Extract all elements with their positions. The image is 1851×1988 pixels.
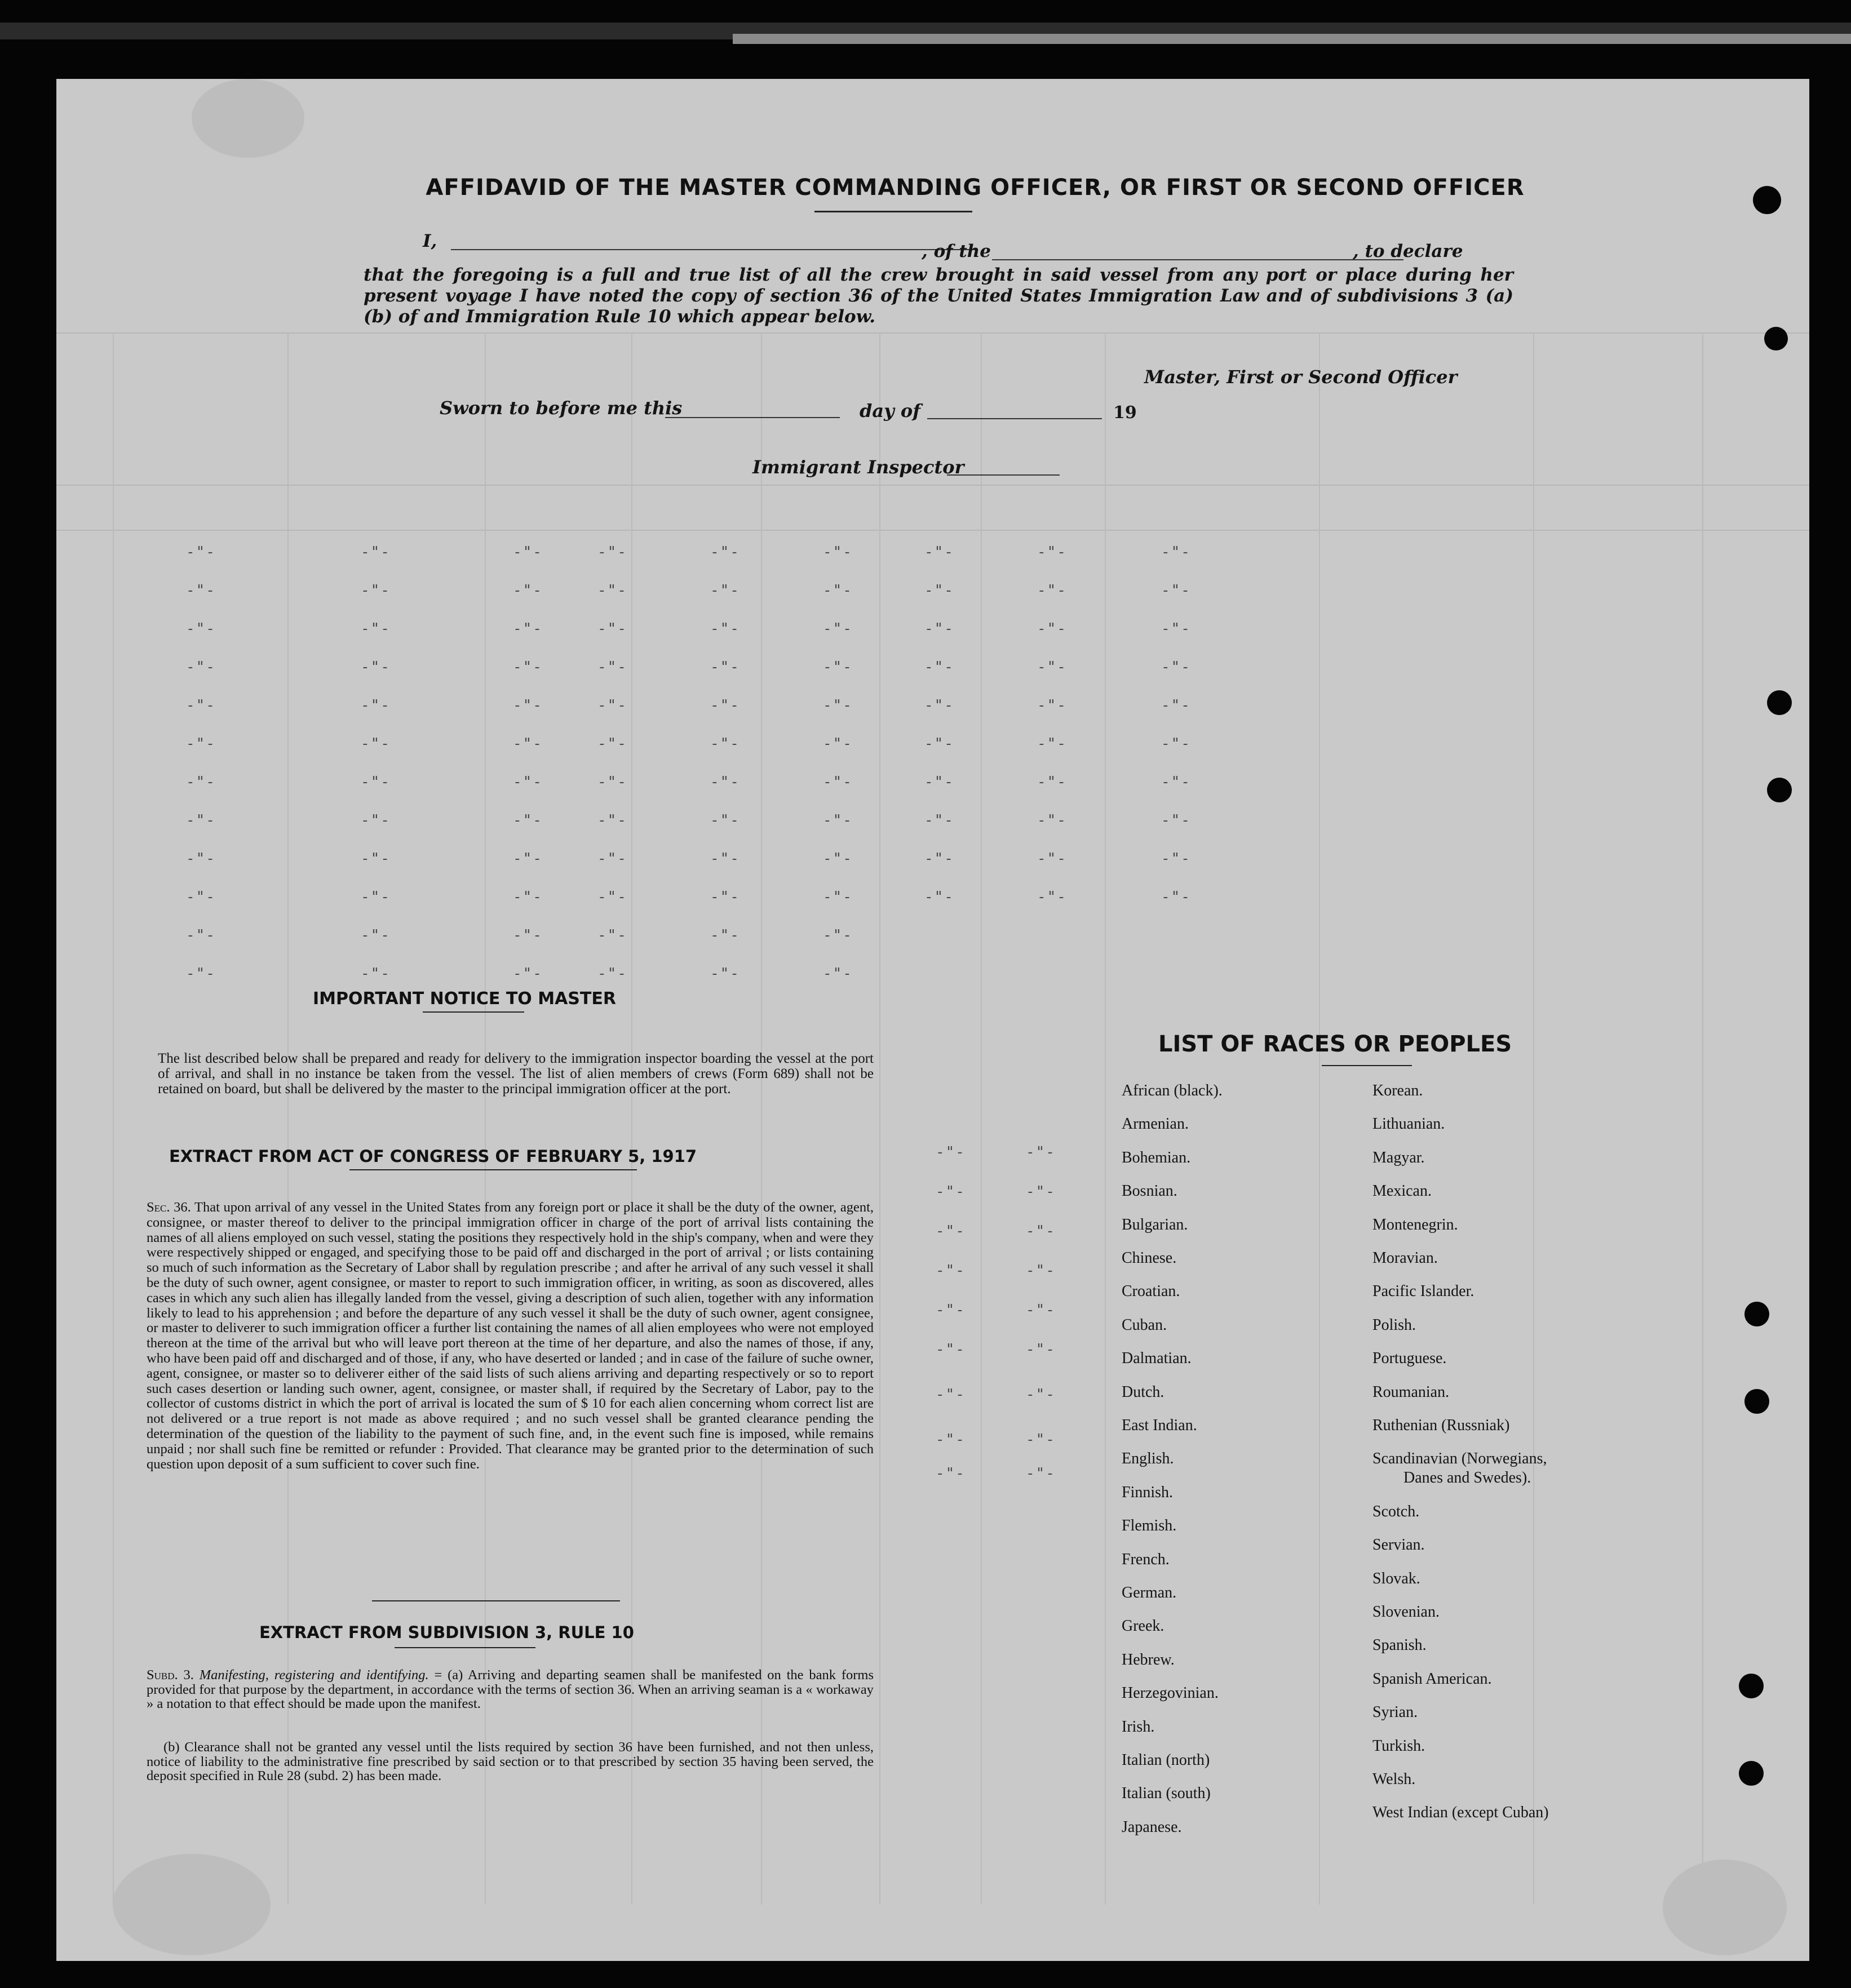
ditto-mark: -"-	[823, 735, 853, 752]
race-item: Greek.	[1122, 1617, 1164, 1635]
race-item: Mexican.	[1372, 1182, 1432, 1200]
ditto-mark: -"-	[1161, 582, 1191, 599]
ditto-mark: -"-	[597, 697, 627, 714]
ditto-mark: -"-	[361, 620, 391, 637]
act-body	[147, 1200, 874, 1472]
ditto-mark: -"-	[597, 735, 627, 752]
ditto-mark: -"-	[597, 659, 627, 676]
notice-heading: IMPORTANT NOTICE TO MASTER	[313, 989, 616, 1009]
race-item: Japanese.	[1122, 1818, 1182, 1836]
ditto-mark: -"-	[186, 620, 216, 637]
race-item: Slovak.	[1372, 1569, 1420, 1587]
ditto-mark: -"-	[1026, 1431, 1056, 1448]
ditto-mark: -"-	[361, 927, 391, 944]
ditto-mark: -"-	[823, 620, 853, 637]
notice-body: The list described below shall be prepared and ready for delivery to the immigration inspector boarding the vessel at the port of arrival, and shall in no instance be taken from the vessel. The list of alien members of crews (Form 689) shall not be retained on board, but shall be delivered by the master to the principal immigration officer at the port.	[158, 1051, 874, 1097]
master-signature-label: Master, First or Second Officer	[1144, 366, 1458, 388]
ditto-mark: -"-	[1037, 850, 1067, 867]
stain	[192, 79, 304, 158]
ditto-mark: -"-	[823, 544, 853, 561]
ditto-mark: -"-	[1026, 1341, 1056, 1358]
inspector-label: Immigrant Inspector	[752, 456, 964, 478]
rule-heading-rule	[395, 1647, 535, 1648]
race-item: Spanish American.	[1372, 1670, 1492, 1688]
year-label: 19	[1113, 403, 1137, 423]
ditto-mark: -"-	[186, 927, 216, 944]
act-sec-label: Sec. 36.	[147, 1200, 191, 1215]
act-text: That upon arrival of any vessel in the United States from any foreign port or place it shall be the duty of the owner, agent, consignee, or master thereof to deliver to the principal immigration officer in charge of the port of arrival lists containing the names of all aliens employed on such vessel, stating the positions they respectively hold in the ship's company, when and were they were respectively shipped or engaged, and specifying those to be paid off and discharged in the port of arrival ; or lists containing so much of such information as the Secretary of Labor shall by regulation prescribe ; and after he arrival of any such vessel it shall be the duty of such owner, agent consignee, or master to report to such immigration officer, in writing, as soon as discovered, alles cases in which any such alien has illegally landed from the vessel, giving a description of such alien, together with any information likely to lead to his apprehension ; and before the departure of any such vessel it shall be the duty of such owner, agent consignee, or master to deliverer to such immigration officer a further list containing the names of all alien employees who were not employed thereon at the time of the arrival but who will leave port thereon at the time of her departure, and also the names of those, if any, who have been paid off and discharged and of those, if any, who have deserted or landed ; and in case of the failure of suche owner, agent, consignee, or master so to deliverer either of the said lists of such aliens arriving and departing respectively or so to report such cases desertion or landing such owner, agent, consignee, or master shall, if required by the Secretary of Labor, pay to the collector of customs district in which the port of arrival is located the sum of $ 10 for each alien concerning whom correct list are not delivered or a true report is not made as above required ; and no such vessel shall be granted clearance pending the determination of the question of the liability to the payment of such fine, and, in the event such fine is imposed, while remains unpaid ; nor shall such fine be remitted or refunder : Provided. That clearance may be granted prior to the determination of such question upon deposit of a sum sufficient to cover such fine.	[147, 1200, 874, 1472]
ditto-mark: -"-	[361, 965, 391, 982]
ditto-mark: -"-	[1026, 1465, 1056, 1482]
ditto-mark: -"-	[186, 889, 216, 906]
ditto-mark: -"-	[936, 1431, 966, 1448]
ghost-column	[981, 332, 982, 1905]
ditto-mark: -"-	[823, 582, 853, 599]
ditto-mark: -"-	[361, 544, 391, 561]
ditto-mark: -"-	[1037, 697, 1067, 714]
ditto-mark: -"-	[1037, 582, 1067, 599]
ditto-mark: -"-	[1037, 735, 1067, 752]
ditto-mark: -"-	[513, 735, 543, 752]
ditto-mark: -"-	[186, 544, 216, 561]
ghost-rule	[56, 485, 1809, 486]
ditto-mark: -"-	[1161, 620, 1191, 637]
race-item: Finnish.	[1122, 1483, 1174, 1501]
ghost-column	[113, 332, 114, 1905]
ditto-mark: -"-	[924, 889, 954, 906]
ghost-column	[1105, 332, 1106, 1905]
punch-hole	[1744, 1389, 1769, 1414]
race-item: Welsh.	[1372, 1770, 1416, 1788]
ditto-mark: -"-	[924, 774, 954, 791]
ditto-mark: -"-	[361, 850, 391, 867]
inspector-field[interactable]	[947, 473, 1060, 476]
affidavit-title: AFFIDAVID OF THE MASTER COMMANDING OFFICER, OR FIRST OR SECOND OFFICER	[426, 175, 1525, 201]
race-item: Italian (north)	[1122, 1751, 1210, 1769]
ditto-mark: -"-	[710, 659, 740, 676]
ditto-mark: -"-	[1037, 659, 1067, 676]
punch-hole	[1739, 1674, 1764, 1698]
ditto-mark: -"-	[823, 927, 853, 944]
ditto-mark: -"-	[823, 850, 853, 867]
ditto-mark: -"-	[823, 965, 853, 982]
ditto-mark: -"-	[710, 544, 740, 561]
ditto-mark: -"-	[936, 1144, 966, 1161]
title-rule	[814, 211, 972, 212]
subd-title: Manifesting, registering and identifying.	[199, 1667, 429, 1683]
ditto-mark: -"-	[710, 812, 740, 829]
race-item: Croatian.	[1122, 1283, 1180, 1301]
race-item: Polish.	[1372, 1316, 1416, 1334]
punch-hole	[1767, 778, 1792, 802]
race-item: Magyar.	[1372, 1148, 1425, 1166]
race-item: Dalmatian.	[1122, 1350, 1192, 1368]
race-item: Portuguese.	[1372, 1350, 1447, 1368]
ditto-mark: -"-	[186, 659, 216, 676]
ditto-mark: -"-	[513, 965, 543, 982]
ditto-mark: -"-	[1161, 889, 1191, 906]
act-heading: EXTRACT FROM ACT OF CONGRESS OF FEBRUARY 5, 1917	[169, 1147, 697, 1166]
race-item: East Indian.	[1122, 1417, 1197, 1434]
ditto-mark: -"-	[936, 1341, 966, 1358]
ditto-mark: -"-	[710, 735, 740, 752]
race-item: West Indian (except Cuban)	[1372, 1804, 1549, 1822]
affidavit-of-the: , of the	[922, 241, 991, 261]
ditto-mark: -"-	[186, 735, 216, 752]
ditto-mark: -"-	[924, 812, 954, 829]
ghost-column	[1319, 332, 1320, 1905]
ditto-mark: -"-	[513, 659, 543, 676]
ditto-mark: -"-	[1161, 735, 1191, 752]
race-item: Ruthenian (Russniak)	[1372, 1417, 1510, 1434]
ditto-mark: -"-	[710, 582, 740, 599]
ditto-mark: -"-	[1161, 659, 1191, 676]
ditto-mark: -"-	[186, 697, 216, 714]
ditto-mark: -"-	[513, 889, 543, 906]
ditto-mark: -"-	[186, 965, 216, 982]
ditto-mark: -"-	[597, 850, 627, 867]
subd-label: Subd. 3.	[147, 1667, 194, 1683]
ghost-column	[879, 332, 880, 1905]
race-item: Spanish.	[1372, 1636, 1427, 1654]
race-item: Armenian.	[1122, 1115, 1189, 1133]
name-field[interactable]	[451, 248, 975, 250]
ditto-mark: -"-	[1161, 697, 1191, 714]
race-item: English.	[1122, 1450, 1174, 1468]
ditto-mark: -"-	[1026, 1302, 1056, 1319]
races-heading: LIST OF RACES OR PEOPLES	[1158, 1031, 1512, 1057]
ditto-mark: -"-	[186, 582, 216, 599]
ditto-mark: -"-	[513, 850, 543, 867]
ditto-mark: -"-	[597, 965, 627, 982]
ditto-mark: -"-	[924, 735, 954, 752]
race-item: Slovenian.	[1372, 1603, 1440, 1621]
ditto-mark: -"-	[1026, 1262, 1056, 1279]
act-end-rule	[372, 1600, 620, 1601]
race-item: Moravian.	[1372, 1249, 1438, 1267]
vessel-field[interactable]	[992, 258, 1403, 260]
ditto-mark: -"-	[1026, 1183, 1056, 1200]
ditto-mark: -"-	[1037, 544, 1067, 561]
ditto-mark: -"-	[710, 774, 740, 791]
ditto-mark: -"-	[513, 812, 543, 829]
race-item: Bohemian.	[1122, 1148, 1191, 1166]
rule-heading: EXTRACT FROM SUBDIVISION 3, RULE 10	[259, 1623, 634, 1642]
ditto-mark: -"-	[597, 582, 627, 599]
ditto-mark: -"-	[1026, 1386, 1056, 1403]
ditto-mark: -"-	[361, 889, 391, 906]
race-item: Flemish.	[1122, 1517, 1177, 1535]
ditto-mark: -"-	[936, 1386, 966, 1403]
ditto-mark: -"-	[936, 1183, 966, 1200]
race-item: Scotch.	[1372, 1502, 1420, 1520]
ditto-mark: -"-	[1037, 889, 1067, 906]
ditto-mark: -"-	[710, 965, 740, 982]
sworn-label: Sworn to before me this	[440, 397, 683, 419]
race-item: Danes and Swedes).	[1403, 1469, 1531, 1487]
ditto-mark: -"-	[1026, 1223, 1056, 1240]
ditto-mark: -"-	[361, 659, 391, 676]
race-item: Turkish.	[1372, 1737, 1425, 1755]
sworn-day-field[interactable]	[665, 416, 840, 418]
race-item: Scandinavian (Norwegians,	[1372, 1450, 1547, 1468]
ditto-mark: -"-	[1037, 774, 1067, 791]
race-item: African (black).	[1122, 1082, 1223, 1099]
punch-hole	[1744, 1302, 1769, 1326]
race-item: Italian (south)	[1122, 1785, 1211, 1803]
ditto-mark: -"-	[597, 812, 627, 829]
notice-rule	[423, 1011, 524, 1013]
ditto-mark: -"-	[823, 812, 853, 829]
ditto-mark: -"-	[361, 697, 391, 714]
ditto-mark: -"-	[924, 697, 954, 714]
ditto-mark: -"-	[924, 850, 954, 867]
stain	[1663, 1860, 1787, 1955]
ditto-mark: -"-	[1037, 620, 1067, 637]
ditto-mark: -"-	[710, 697, 740, 714]
race-item: Cuban.	[1122, 1316, 1167, 1334]
ditto-mark: -"-	[597, 620, 627, 637]
race-item: Lithuanian.	[1372, 1115, 1445, 1133]
month-field[interactable]	[927, 417, 1102, 419]
ghost-column	[1533, 332, 1534, 1905]
race-item: Korean.	[1372, 1082, 1423, 1099]
ghost-rule	[56, 332, 1809, 334]
race-item: Irish.	[1122, 1718, 1155, 1736]
ditto-mark: -"-	[361, 812, 391, 829]
punch-hole	[1753, 186, 1781, 214]
ditto-mark: -"-	[823, 697, 853, 714]
affidavit-i: I,	[423, 231, 437, 251]
race-item: Herzegovinian.	[1122, 1684, 1219, 1702]
race-item: French.	[1122, 1550, 1170, 1568]
ditto-mark: -"-	[936, 1465, 966, 1482]
race-item: Hebrew.	[1122, 1650, 1175, 1668]
ditto-mark: -"-	[936, 1223, 966, 1240]
races-rule	[1322, 1065, 1412, 1066]
ditto-mark: -"-	[513, 620, 543, 637]
ditto-mark: -"-	[710, 620, 740, 637]
race-item: Dutch.	[1122, 1383, 1164, 1401]
race-item: Bosnian.	[1122, 1182, 1177, 1200]
ditto-mark: -"-	[936, 1262, 966, 1279]
punch-hole	[1764, 327, 1788, 350]
race-item: Chinese.	[1122, 1249, 1177, 1267]
affidavit-body: that the foregoing is a full and true list of all the crew brought in said vessel from any port or place during her present voyage I have noted the copy of section 36 of the United States Immigration Law and of subdivisions 3 (a) (b) of and Immigration Rule 10 which appear below.	[364, 265, 1513, 327]
ditto-mark: -"-	[1161, 774, 1191, 791]
ditto-mark: -"-	[823, 774, 853, 791]
punch-hole	[1767, 690, 1792, 715]
ditto-mark: -"-	[186, 850, 216, 867]
ditto-mark: -"-	[513, 774, 543, 791]
ditto-mark: -"-	[823, 659, 853, 676]
ditto-mark: -"-	[513, 927, 543, 944]
ditto-mark: -"-	[1161, 812, 1191, 829]
ditto-mark: -"-	[710, 889, 740, 906]
act-rule	[349, 1169, 637, 1170]
race-item: Bulgarian.	[1122, 1215, 1188, 1233]
ditto-mark: -"-	[513, 697, 543, 714]
race-item: Servian.	[1372, 1536, 1425, 1554]
ditto-mark: -"-	[924, 659, 954, 676]
race-item: German.	[1122, 1584, 1177, 1601]
ditto-mark: -"-	[1026, 1144, 1056, 1161]
ditto-mark: -"-	[1161, 850, 1191, 867]
ditto-mark: -"-	[1161, 544, 1191, 561]
ditto-mark: -"-	[513, 544, 543, 561]
manifest-page	[56, 79, 1809, 1961]
ditto-mark: -"-	[513, 582, 543, 599]
ditto-mark: -"-	[924, 620, 954, 637]
ditto-mark: -"-	[936, 1302, 966, 1319]
ditto-mark: -"-	[924, 544, 954, 561]
ghost-rule	[56, 530, 1809, 531]
rule-para-b: (b) Clearance shall not be granted any vessel until the lists required by section 36 have been furnished, and not then unless, notice of liability to the administrative fine prescribed by said section or to that prescribed by section 35 having been served, the deposit specified in Rule 28 (subd. 2) has been made.	[147, 1740, 874, 1783]
ditto-mark: -"-	[361, 582, 391, 599]
ghost-column	[1702, 332, 1703, 1905]
day-of-label: day of	[860, 400, 920, 421]
ditto-mark: -"-	[823, 889, 853, 906]
ditto-mark: -"-	[1037, 812, 1067, 829]
ditto-mark: -"-	[597, 774, 627, 791]
ditto-mark: -"-	[597, 889, 627, 906]
ditto-mark: -"-	[361, 774, 391, 791]
subd-a-text: = (a) Arriving and departing seamen shall be manifested on the bank forms provided for that purpose by the department, in accordance with the terms of section 36. When an arriving seaman is a « workaway » a notation to that effect should be made upon the manifest.	[147, 1667, 874, 1711]
ditto-mark: -"-	[710, 850, 740, 867]
ditto-mark: -"-	[597, 927, 627, 944]
race-item: Montenegrin.	[1372, 1215, 1458, 1233]
stain	[113, 1854, 271, 1955]
scan-edge-strip	[733, 34, 1851, 44]
ditto-mark: -"-	[924, 582, 954, 599]
race-item: Pacific Islander.	[1372, 1283, 1474, 1301]
ditto-mark: -"-	[361, 735, 391, 752]
ditto-mark: -"-	[710, 927, 740, 944]
race-item: Syrian.	[1372, 1703, 1418, 1721]
rule-para-a	[147, 1668, 874, 1711]
ditto-mark: -"-	[186, 812, 216, 829]
ditto-mark: -"-	[597, 544, 627, 561]
race-item: Roumanian.	[1372, 1383, 1450, 1401]
affidavit-to-declare: , to declare	[1353, 241, 1463, 261]
punch-hole	[1739, 1761, 1764, 1786]
ditto-mark: -"-	[186, 774, 216, 791]
